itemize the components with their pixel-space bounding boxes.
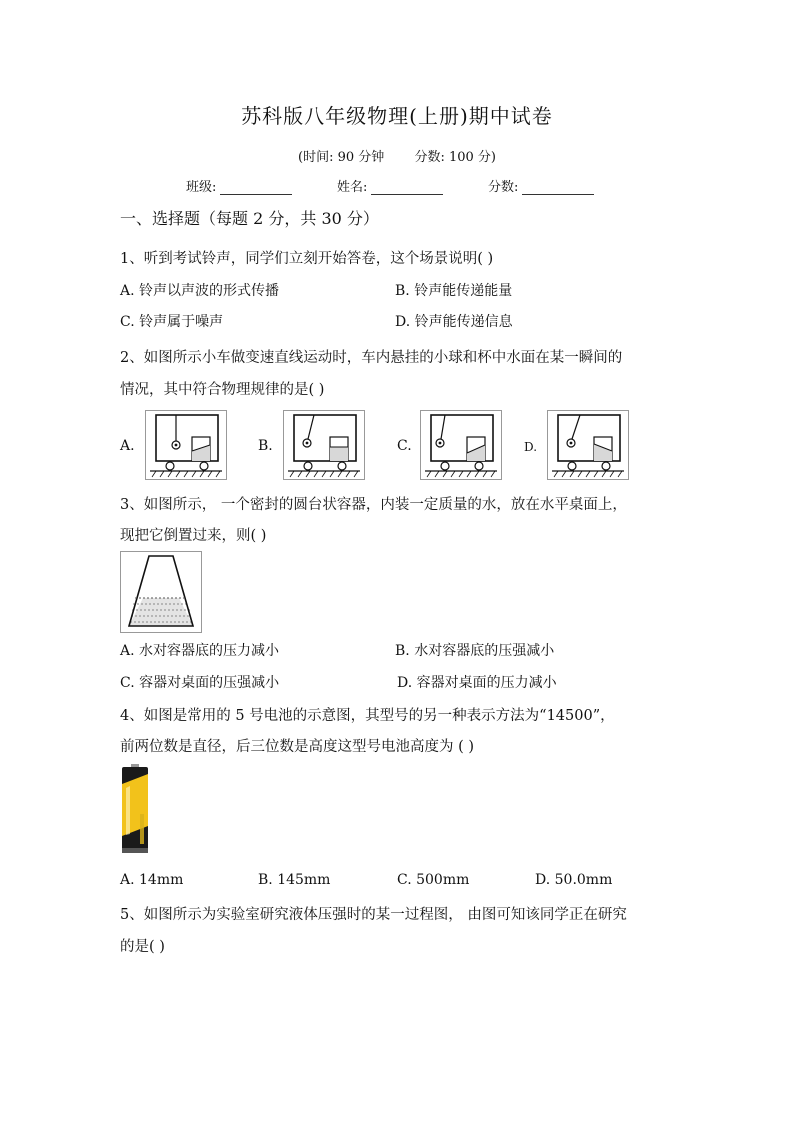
q4-option-a[interactable]: A. 14mm [120,872,184,888]
page-title: 苏科版八年级物理(上册)期中试卷 [241,104,553,128]
q2-option-c[interactable]: C. [397,438,412,454]
q4-option-c[interactable]: C. 500mm [397,872,470,888]
points-label: 分数: [488,180,519,195]
q2-figure-c [420,410,502,480]
q4-option-b[interactable]: B. 145mm [258,872,331,888]
points-blank[interactable] [522,180,594,195]
class-field [186,176,292,195]
name-label: 姓名: [337,180,368,195]
q2-option-a[interactable]: A. [120,438,135,454]
q2-figure-a [145,410,227,480]
q2-stem-line2: 情况，其中符合物理规律的是( ) [120,382,325,398]
q3-stem-line2: 现把它倒置过来，则( ) [120,528,267,544]
q2-figure-d [547,410,629,480]
q5-stem-line1: 5、如图所示为实验室研究液体压强时的某一过程图， 由图可知该同学正在研究 [120,907,627,923]
battery-image [120,764,150,854]
section-title: 一、选择题（每题 2 分，共 30 分） [120,209,379,228]
points-field [488,176,594,195]
exam-time: (时间: 90 分钟 [298,150,385,165]
q4-stem-line1: 4、如图是常用的 5 号电池的示意图，其型号的另一种表示方法为“14500”， [120,708,615,724]
class-label: 班级: [186,180,217,195]
q1-option-b[interactable]: B. 铃声能传递能量 [395,283,513,299]
class-blank[interactable] [220,180,292,195]
q2-option-b[interactable]: B. [258,438,273,454]
name-field [337,176,443,195]
exam-score: 分数: 100 分) [414,150,496,165]
q3-option-d[interactable]: D. 容器对桌面的压力减小 [397,675,557,691]
q4-stem-line2: 前两位数是直径，后三位数是高度这型号电池高度为 ( ) [120,739,475,755]
q1-option-c[interactable]: C. 铃声属于噪声 [120,314,224,330]
q2-figure-b [283,410,365,480]
q1-option-d[interactable]: D. 铃声能传递信息 [395,314,513,330]
q3-option-c[interactable]: C. 容器对桌面的压强减小 [120,675,280,691]
name-blank[interactable] [371,180,443,195]
q1-stem: 1、听到考试铃声，同学们立刻开始答卷，这个场景说明( ) [120,251,494,267]
q4-option-d[interactable]: D. 50.0mm [535,872,613,888]
q3-stem-line1: 3、如图所示， 一个密封的圆台状容器，内装一定质量的水，放在水平桌面上， [120,497,627,513]
exam-meta [0,146,794,165]
q5-stem-line2: 的是( ) [120,939,165,955]
q3-container-figure [120,551,202,633]
q2-option-d[interactable]: D. [524,440,538,454]
q3-option-a[interactable]: A. 水对容器底的压力减小 [120,643,280,659]
q2-stem-line1: 2、如图所示小车做变速直线运动时，车内悬挂的小球和杯中水面在某一瞬间的 [120,350,623,366]
q1-option-a[interactable]: A. 铃声以声波的形式传播 [120,283,280,299]
q3-option-b[interactable]: B. 水对容器底的压强减小 [395,643,555,659]
